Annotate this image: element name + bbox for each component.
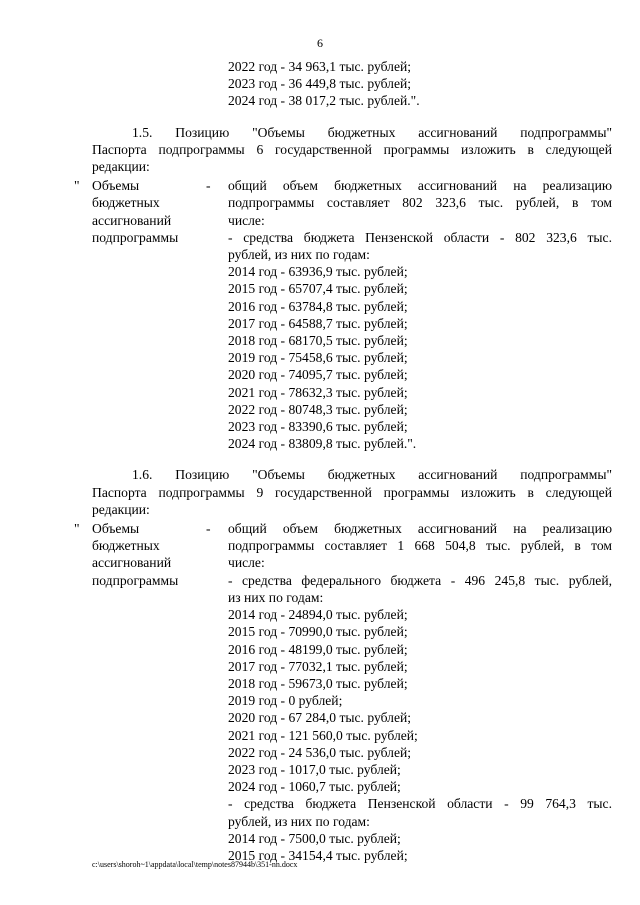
document-body (74, 58, 612, 864)
year-line: 2020 год - 74095,7 тыс. рублей; (228, 367, 408, 383)
year-line: 2023 год - 36 449,8 тыс. рублей; (228, 76, 412, 92)
year-line: 2021 год - 121 560,0 тыс. рублей; (228, 727, 418, 743)
label-line: бюджетных (92, 538, 160, 554)
year-line: 2016 год - 48199,0 тыс. рублей; (228, 641, 408, 657)
label-line: бюджетных (92, 195, 160, 211)
year-line: 2015 год - 34154,4 тыс. рублей; (228, 847, 408, 863)
year-line: 2019 год - 0 рублей; (228, 693, 343, 709)
table-label-cell (92, 177, 206, 452)
table-label-cell (92, 520, 206, 864)
table-dash: - (206, 521, 211, 537)
content-line: рублей, из них по годам: (228, 813, 370, 829)
table-content-cell (228, 520, 612, 864)
label-line: подпрограммы (92, 229, 179, 245)
paragraph-line: Паспорта подпрограммы 6 государственной программы изложить в следующей (92, 141, 612, 157)
page-number: 6 (317, 36, 323, 50)
year-line: 2018 год - 59673,0 тыс. рублей; (228, 675, 408, 691)
content-line: общий объем бюджетных ассигнований на реализацию (228, 521, 612, 537)
year-line: 2022 год - 80748,3 тыс. рублей; (228, 401, 408, 417)
content-line: числе: (228, 555, 265, 571)
year-line: 2024 год - 1060,7 тыс. рублей; (228, 779, 401, 795)
opening-quote: " (74, 521, 80, 537)
year-line: 2014 год - 63936,9 тыс. рублей; (228, 264, 408, 280)
year-line: 2024 год - 38 017,2 тыс. рублей.". (228, 93, 420, 109)
content-line: - средства бюджета Пензенской области - 802 323,6 тыс. (228, 229, 612, 245)
content-line: рублей, из них по годам: (228, 247, 370, 263)
content-line: - средства федерального бюджета - 496 245,8 тыс. рублей, (228, 572, 612, 588)
paragraph-line: редакции: (92, 159, 150, 175)
year-line: 2016 год - 63784,8 тыс. рублей; (228, 298, 408, 314)
year-line: 2023 год - 1017,0 тыс. рублей; (228, 761, 401, 777)
year-line: 2024 год - 83809,8 тыс. рублей.". (228, 436, 417, 452)
year-line: 2015 год - 65707,4 тыс. рублей; (228, 281, 408, 297)
label-line: подпрограммы (92, 572, 179, 588)
table-dash: - (206, 178, 211, 194)
content-line: общий объем бюджетных ассигнований на реализацию (228, 178, 612, 194)
table-content-cell (228, 177, 612, 452)
year-line: 2014 год - 7500,0 тыс. рублей; (228, 830, 401, 846)
label-line: ассигнований (92, 555, 172, 571)
footer-file-path: c:\users\shoroh~1\appdata\local\temp\notes87944b\351-nn.docx (92, 860, 298, 869)
year-line: 2018 год - 68170,5 тыс. рублей; (228, 333, 408, 349)
content-line: подпрограммы составляет 802 323,6 тыс. рублей, в том (228, 195, 612, 211)
year-line: 2017 год - 64588,7 тыс. рублей; (228, 315, 408, 331)
paragraph-line: 1.5. Позицию "Объемы бюджетных ассигнований подпрограммы" (132, 124, 612, 140)
year-line: 2022 год - 24 536,0 тыс. рублей; (228, 744, 412, 760)
content-line: - средства бюджета Пензенской области - 99 764,3 тыс. (228, 796, 612, 812)
content-line: числе: (228, 212, 265, 228)
content-line: из них по годам: (228, 589, 324, 605)
top-year-list (92, 58, 612, 110)
paragraph-line: редакции: (92, 501, 150, 517)
section-1-5-heading (92, 124, 612, 176)
opening-quote: " (74, 178, 80, 194)
label-line: Объемы (92, 521, 140, 537)
year-line: 2017 год - 77032,1 тыс. рублей; (228, 658, 408, 674)
paragraph-line: 1.6. Позицию "Объемы бюджетных ассигнований подпрограммы" (132, 467, 612, 483)
paragraph-line: Паспорта подпрограммы 9 государственной программы изложить в следующей (92, 484, 612, 500)
section-1-6-heading (92, 466, 612, 518)
label-line: Объемы (92, 178, 140, 194)
label-line: ассигнований (92, 212, 172, 228)
section-1-6-table (74, 520, 612, 864)
section-1-5-table (74, 177, 612, 452)
year-line: 2015 год - 70990,0 тыс. рублей; (228, 624, 408, 640)
year-line: 2020 год - 67 284,0 тыс. рублей; (228, 710, 412, 726)
year-line: 2021 год - 78632,3 тыс. рублей; (228, 384, 408, 400)
year-line: 2023 год - 83390,6 тыс. рублей; (228, 419, 408, 435)
year-line: 2022 год - 34 963,1 тыс. рублей; (228, 59, 412, 74)
year-line: 2019 год - 75458,6 тыс. рублей; (228, 350, 408, 366)
year-line: 2014 год - 24894,0 тыс. рублей; (228, 607, 408, 623)
content-line: подпрограммы составляет 1 668 504,8 тыс. рублей, в том (228, 538, 612, 554)
